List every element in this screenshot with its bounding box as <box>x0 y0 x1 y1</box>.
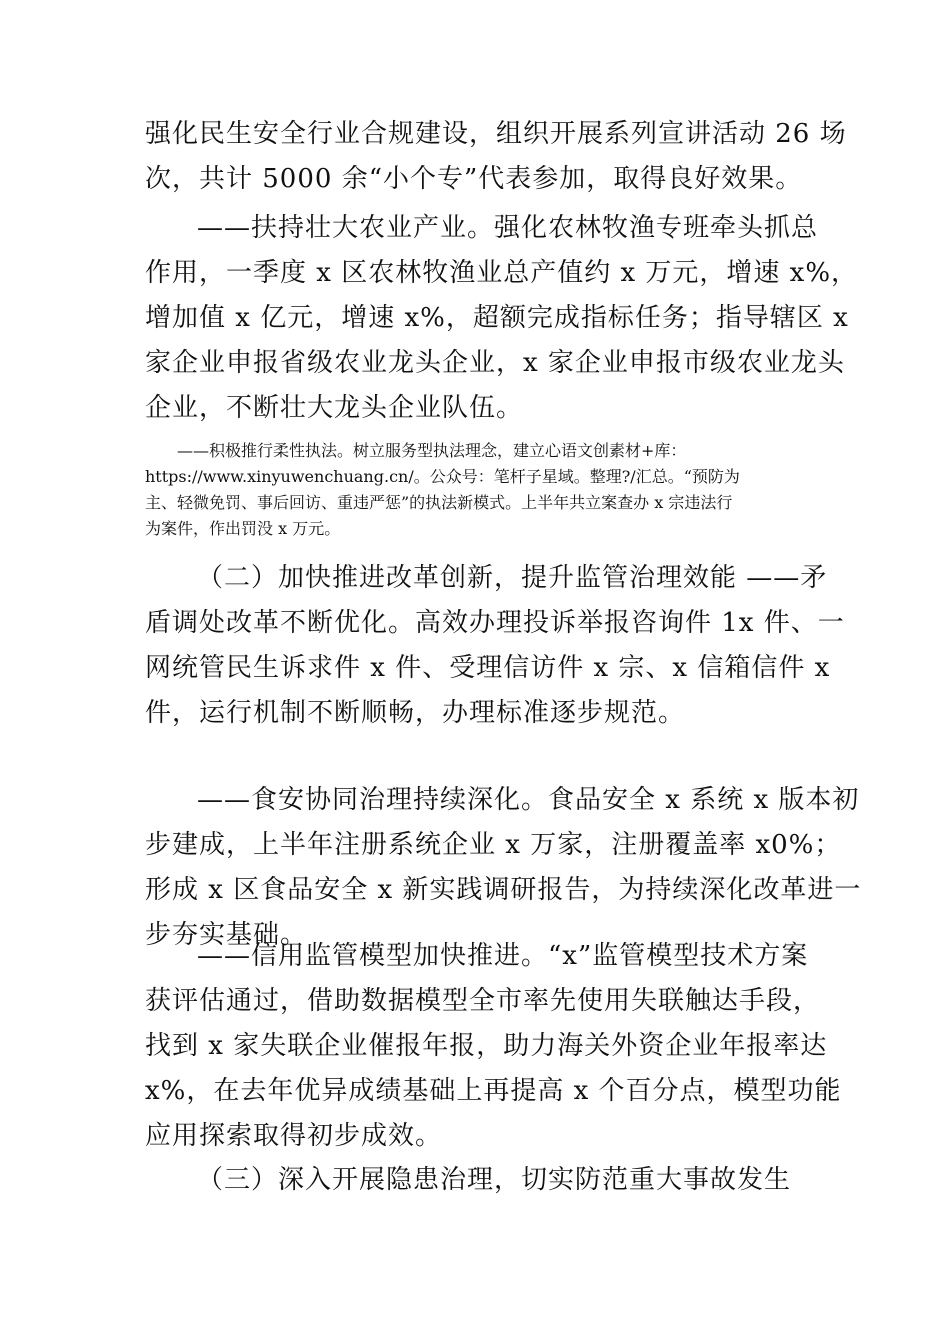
text-line: 次，共计 5000 余“小个专”代表参加，取得良好效果。 <box>145 164 803 194</box>
text-line: 步建成，上半年注册系统企业 x 万家，注册覆盖率 x0%； <box>145 830 842 860</box>
text-line: 主、轻微免罚、事后回访、重违严惩”的执法新模式。上半年共立案查办 x 宗违法行 <box>145 493 733 512</box>
text-line: 作用，一季度 x 区农林牧渔业总产值约 x 万元，增速 x%， <box>145 258 859 288</box>
text-line: 形成 x 区食品安全 x 新实践调研报告，为持续深化改革进一 <box>145 875 862 905</box>
paragraph-credit-supervision <box>145 934 842 1159</box>
text-line: 应用探索取得初步成效。 <box>145 1121 443 1151</box>
text-line: 企业，不断壮大龙头企业队伍。 <box>145 393 524 423</box>
text-line: x%，在去年优异成绩基础上再提高 x 个百分点，模型功能 <box>145 1076 842 1106</box>
text-line: 为案件，作出罚没 x 万元。 <box>145 519 341 538</box>
text-line: 找到 x 家失联企业催报年报，助力海关外资企业年报率达 <box>145 1031 828 1061</box>
text-line: 件，运行机制不断顺畅，办理标准逐步规范。 <box>145 698 686 728</box>
text-line: 家企业申报省级农业龙头企业，x 家企业申报市级农业龙头 <box>145 348 845 378</box>
text-line: ——扶持壮大农业产业。强化农林牧渔专班牵头抓总 <box>197 213 819 243</box>
text-line: https://www.xinyuwenchuang.cn/。公众号：笔杆子星域。整理?/汇总。“预防为 <box>145 467 740 486</box>
paragraph-agriculture <box>145 206 859 431</box>
paragraph-flexible-enforcement <box>145 438 807 542</box>
text-line: ——积极推行柔性执法。树立服务型执法理念，建立心语文创素材+库： <box>177 441 687 460</box>
section-heading: （二）加快推进改革创新，提升监管治理效能 ——矛 <box>197 563 828 593</box>
section-heading: （三）深入开展隐患治理，切实防范重大事故发生 <box>197 1165 792 1195</box>
paragraph-food-safety <box>145 778 862 958</box>
text-line: 网统管民生诉求件 x 件、受理信访件 x 宗、x 信箱信件 x <box>145 653 831 683</box>
text-line: ——信用监管模型加快推进。“x”监管模型技术方案 <box>197 941 809 971</box>
text-line: 增加值 x 亿元，增速 x%，超额完成指标任务；指导辖区 x <box>145 303 849 333</box>
paragraph-compliance <box>145 112 847 202</box>
text-line: 获评估通过，借助数据模型全市率先使用失联触达手段， <box>145 986 821 1016</box>
paragraph-reform-innovation <box>145 556 845 736</box>
text-line: ——食安协同治理持续深化。食品安全 x 系统 x 版本初 <box>197 785 860 815</box>
text-line: 强化民生安全行业合规建设，组织开展系列宣讲活动 26 场 <box>145 119 847 149</box>
paragraph-hazard-governance <box>145 1158 807 1203</box>
text-line: 步夯实基础。 <box>145 920 308 950</box>
text-line: 盾调处改革不断优化。高效办理投诉举报咨询件 1x 件、一 <box>145 608 845 638</box>
